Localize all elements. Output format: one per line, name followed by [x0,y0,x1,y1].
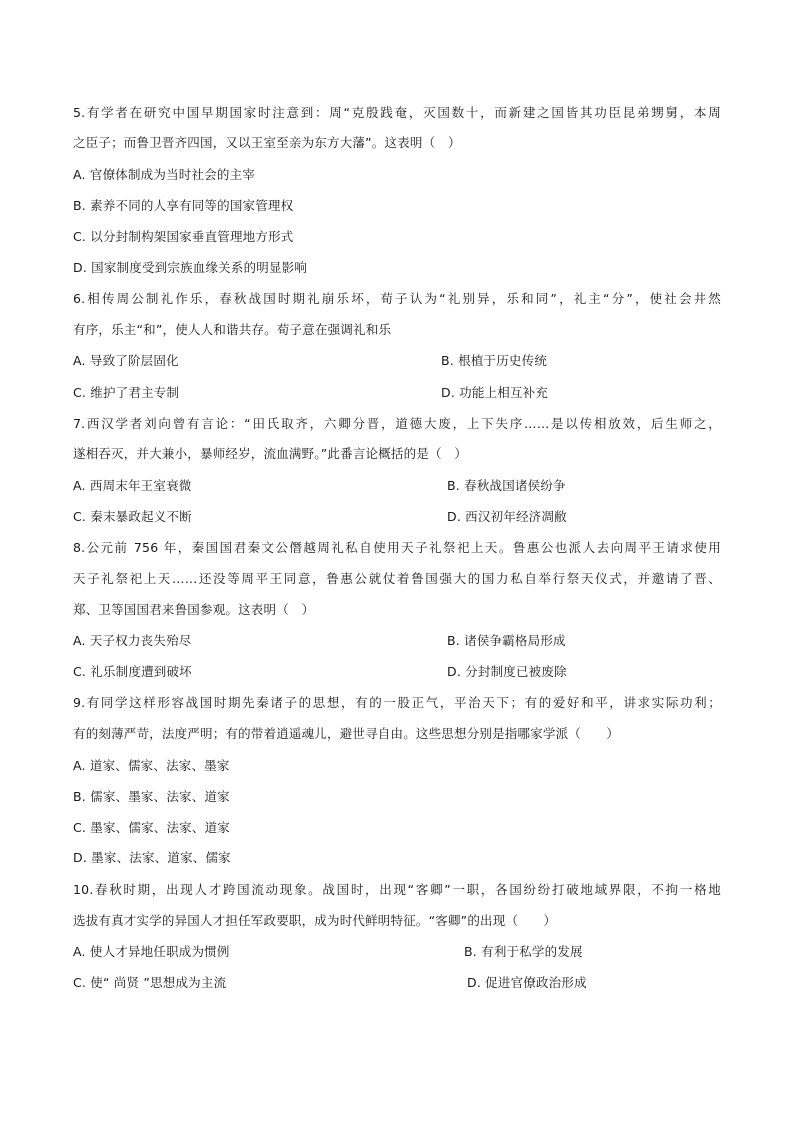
q6-stem-line-2: 有序，乐主“和”，使人人和谐共存。荀子意在强调礼和乐 [73,322,392,337]
q10-stem-line-1: 10.春秋时期，出现人才跨国流动现象。战国时，出现“客卿”一职，各国纷纷打破地域界限，不拘一格地 [73,882,721,897]
q7-option-d[interactable]: D. 西汉初年经济凋敝 [447,509,567,524]
q7-stem-line-1: 7.西汉学者刘向曾有言论：“田氏取齐，六卿分晋，道德大废，上下失序……是以传相放效，后生师之， [73,416,721,431]
q5-stem-line-1: 5.有学者在研究中国早期国家时注意到：周“克殷践奄，灭国数十，而新建之国皆其功臣昆弟甥舅，本周 [73,105,721,120]
q10-option-c[interactable]: C. 使“ 尚贤 ”思想成为主流 [73,975,227,990]
q8-stem-line-1: 8.公元前 756 年，秦国国君秦文公僭越周礼私自使用天子礼祭祀上天。鲁惠公也派人去向周平王请求使用 [73,540,721,555]
q6-option-a[interactable]: A. 导致了阶层固化 [73,353,179,368]
q10-option-b[interactable]: B. 有利于私学的发展 [464,944,583,959]
q10-stem-line-2: 选拔有真才实学的异国人才担任军政要职，成为时代鲜明特征。“客卿”的出现（ ） [73,913,557,928]
q8-option-c[interactable]: C. 礼乐制度遭到破坏 [73,664,192,679]
q8-option-a[interactable]: A. 天子权力丧失殆尽 [73,633,192,648]
q7-option-a[interactable]: A. 西周末年王室衰微 [73,478,192,493]
q8-stem-line-3: 郑、卫等国国君来鲁国参观。这表明（ ） [73,602,315,617]
q6-stem-line-1: 6.相传周公制礼作乐，春秋战国时期礼崩乐坏，荀子认为“礼别异，乐和同”，礼主“分”，使社会井然 [73,291,721,306]
q5-stem-line-2: 之臣子；而鲁卫晋齐四国，又以王室至亲为东方大藩”。这表明（ ） [73,135,461,150]
q10-option-a[interactable]: A. 使人才异地任职成为惯例 [73,944,230,959]
q7-option-b[interactable]: B. 春秋战国诸侯纷争 [447,478,566,493]
q9-option-a[interactable]: A. 道家、儒家、法家、墨家 [73,758,230,773]
q6-option-c[interactable]: C. 维护了君主专制 [73,385,180,400]
q8-stem-line-2: 天子礼祭祀上天……还没等周平王同意，鲁惠公就仗着鲁国强大的国力私自举行祭天仪式，并邀请了晋、 [73,571,721,586]
q6-option-b[interactable]: B. 根植于历史传统 [441,353,548,368]
q5-option-d[interactable]: D. 国家制度受到宗族血缘关系的明显影响 [73,260,308,275]
q6-option-d[interactable]: D. 功能上相互补充 [441,385,549,400]
q5-option-a[interactable]: A. 官僚体制成为当时社会的主宰 [73,167,255,182]
q8-option-d[interactable]: D. 分封制度已被废除 [447,664,567,679]
q9-stem-line-1: 9.有同学这样形容战国时期先秦诸子的思想，有的一股正气，平治天下；有的爱好和平，讲求实际功利； [73,695,721,710]
q5-option-c[interactable]: C. 以分封制构架国家垂直管理地方形式 [73,229,294,244]
q9-option-d[interactable]: D. 墨家、法家、道家、儒家 [73,850,231,865]
q8-option-b[interactable]: B. 诸侯争霸格局形成 [447,633,566,648]
q9-option-b[interactable]: B. 儒家、墨家、法家、道家 [73,789,230,804]
q9-option-c[interactable]: C. 墨家、儒家、法家、道家 [73,820,230,835]
q7-stem-line-2: 遂相吞灭，并大兼小，暴师经岁，流血满野。”此番言论概括的是（ ） [73,446,468,461]
q10-option-d[interactable]: D. 促进官僚政治形成 [467,975,587,990]
q9-stem-line-2: 有的刻薄严苛，法度严明；有的带着逍遥魂儿，避世寻自由。这些思想分别是指哪家学派（ ） [73,726,620,741]
q5-option-b[interactable]: B. 素养不同的人享有同等的国家管理权 [73,198,294,213]
q7-option-c[interactable]: C. 秦末暴政起义不断 [73,509,192,524]
